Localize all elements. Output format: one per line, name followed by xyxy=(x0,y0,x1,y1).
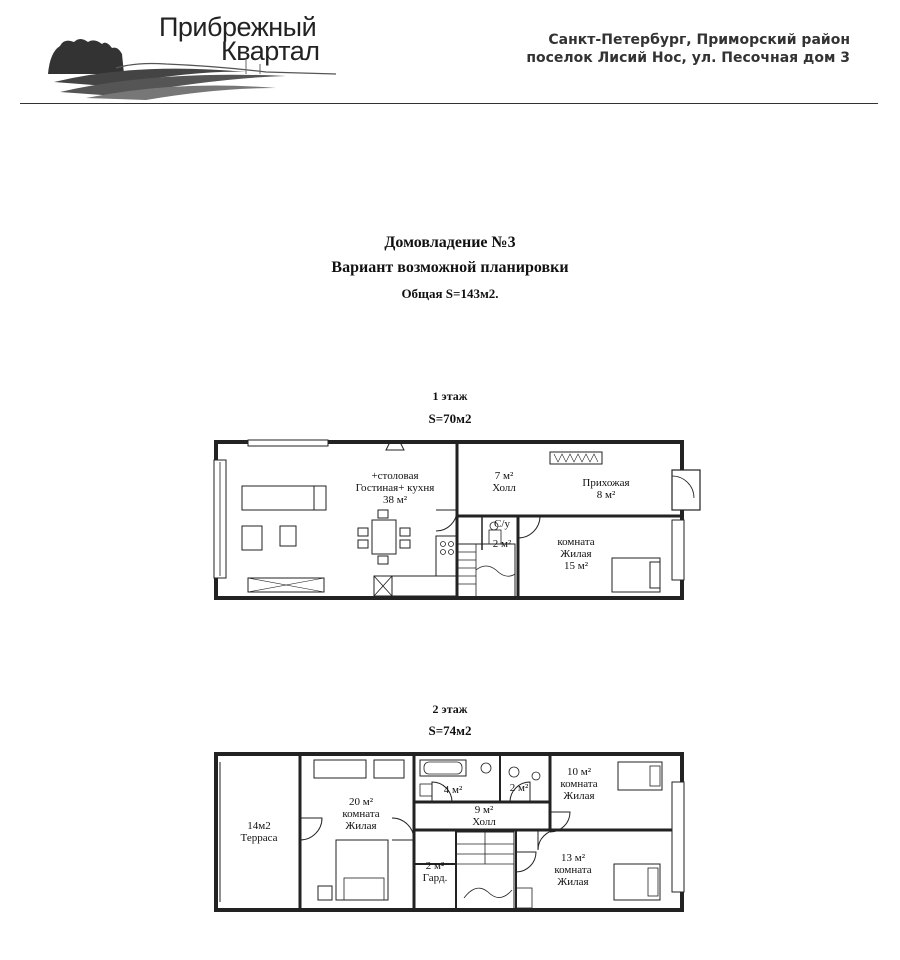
floor1-area: S=70м2 xyxy=(428,411,472,426)
doc-subtitle: Вариант возможной планировки xyxy=(331,259,569,276)
floor1-walls xyxy=(214,440,684,600)
room-entrance-label: Прихожая 8 м² xyxy=(582,477,630,501)
room-bedroom-small-label: 10 м² комната Жилая xyxy=(560,766,598,802)
doc-total-area: Общая S=143м2. xyxy=(401,286,499,301)
header-divider xyxy=(20,103,878,104)
room-hall-label: 7 м² Холл xyxy=(492,470,516,494)
brand-name-line2: Квартал xyxy=(221,36,320,66)
room-bedroom-big-label: 20 м² комната Жилая xyxy=(342,796,380,832)
room-terrace-label: 14м2 Терраса xyxy=(240,820,278,844)
floor1-plan xyxy=(214,440,684,600)
room-bath-big-label: 4 м² xyxy=(443,784,463,796)
room-bedroom-mid-label: 13 м² комната Жилая xyxy=(554,852,592,888)
room-bedroom-label: комната Жилая 15 м² xyxy=(557,536,595,572)
floor2-title: 2 этаж xyxy=(432,702,468,716)
floor1-title: 1 этаж xyxy=(432,389,468,403)
room-hall-label: 9 м² Холл xyxy=(472,804,496,828)
floor2-walls xyxy=(214,752,684,912)
floor2-plan xyxy=(214,752,684,912)
room-wardrobe-label: 2 м² Гард. xyxy=(422,860,448,884)
floor2-area: S=74м2 xyxy=(428,723,472,738)
room-living-kitchen-label: +столовая Гостиная+ кухня 38 м² xyxy=(355,470,435,506)
brand-name-line1: Прибрежный xyxy=(159,12,317,42)
entrance-porch xyxy=(670,466,710,516)
address-line-1: Санкт-Петербург, Приморский район xyxy=(548,32,850,48)
room-bathroom-label: С/у 2 м² xyxy=(492,518,512,550)
logo xyxy=(46,12,346,102)
address-line-2: поселок Лисий Нос, ул. Песочная дом 3 xyxy=(526,50,850,66)
room-bath-small-label: 2 м² xyxy=(509,782,529,794)
doc-title: Домовладение №3 xyxy=(384,234,516,251)
